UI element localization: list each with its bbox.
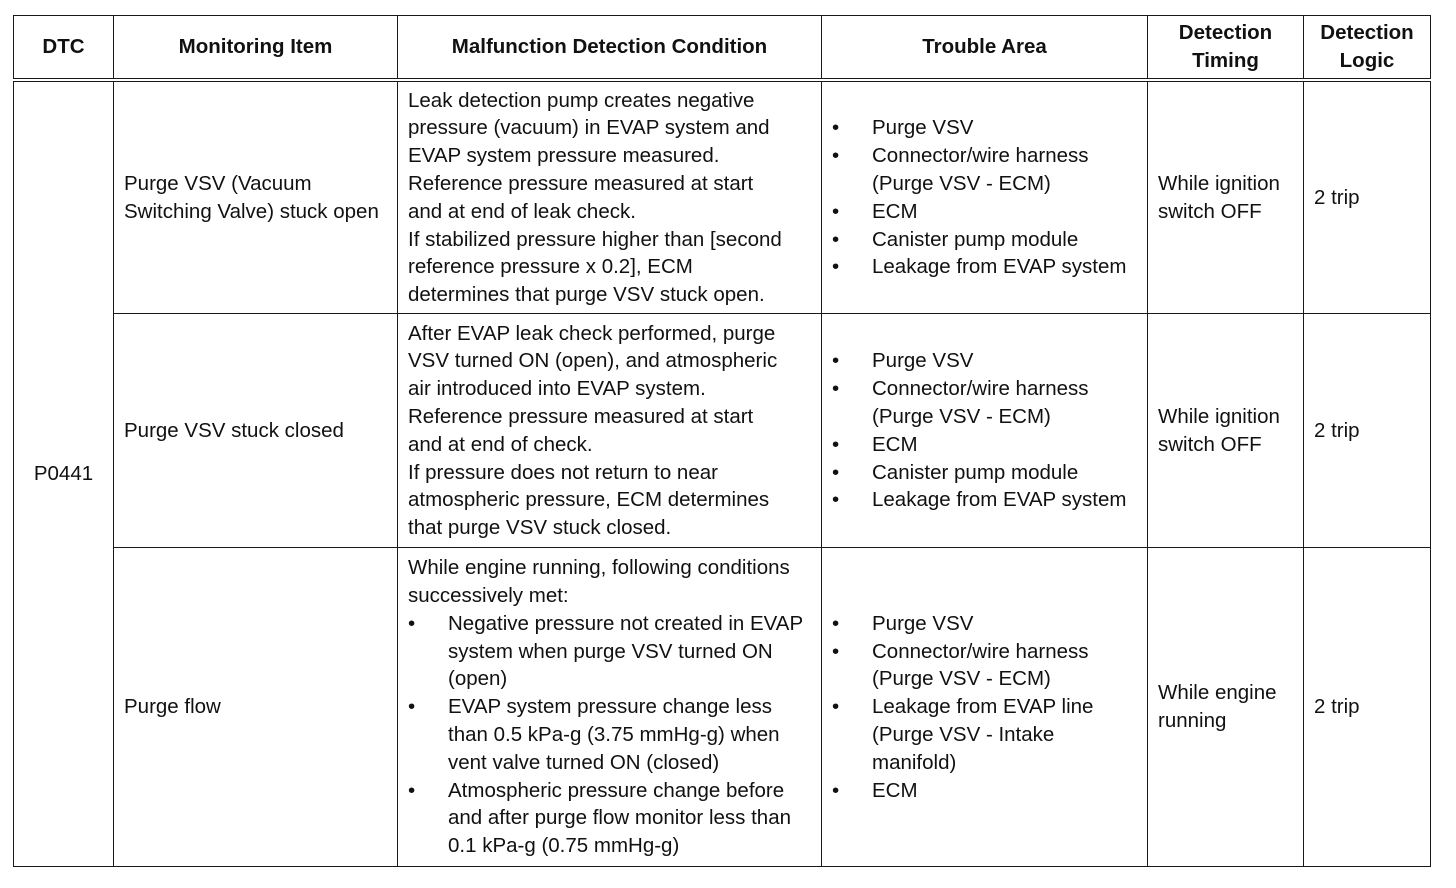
trouble-area-item: • Connector/wire harness (Purge VSV - ECM)	[832, 142, 1137, 198]
condition-line: After EVAP leak check performed, purge	[408, 321, 776, 345]
header-dtc: DTC	[14, 16, 114, 81]
trouble-area-item: • ECM	[832, 198, 1137, 226]
condition-item: • Negative pressure not created in EVAP system when purge VSV turned ON (open)	[408, 610, 811, 693]
condition-line: If pressure does not return to near	[408, 460, 718, 484]
detection-logic: 2 trip	[1304, 548, 1431, 867]
detection-logic: 2 trip	[1304, 314, 1431, 548]
header-logic-line2: Logic	[1339, 49, 1395, 72]
monitoring-item: Purge flow	[114, 548, 398, 867]
trouble-area-item: • Connector/wire harness (Purge VSV - ECM)	[832, 375, 1137, 431]
detection-condition	[398, 80, 822, 314]
dtc-code: P0441	[14, 80, 114, 867]
header-detection-logic	[1304, 16, 1431, 81]
condition-list	[408, 610, 811, 860]
trouble-area-item: • Purge VSV	[832, 114, 1137, 142]
trouble-area-list	[832, 610, 1137, 805]
header-timing-line2: Timing	[1192, 49, 1259, 72]
condition-line: reference pressure x 0.2], ECM	[408, 255, 693, 279]
condition-item: • Atmospheric pressure change before and after purge flow monitor less than 0.1 kPa-g (0.75 mmHg-g)	[408, 777, 811, 860]
condition-line: and at end of check.	[408, 432, 593, 456]
table-row	[14, 80, 1431, 314]
condition-line: If stabilized pressure higher than [second	[408, 227, 782, 251]
header-detection-timing	[1148, 16, 1304, 81]
trouble-area-item: • Purge VSV	[832, 610, 1137, 638]
trouble-area-item: • ECM	[832, 431, 1137, 459]
trouble-area	[822, 80, 1148, 314]
condition-line: determines that purge VSV stuck open.	[408, 283, 765, 307]
detection-condition	[398, 548, 822, 867]
trouble-area-item: • Leakage from EVAP system	[832, 253, 1137, 281]
monitoring-item: Purge VSV (Vacuum Switching Valve) stuck open	[114, 80, 398, 314]
condition-line: pressure (vacuum) in EVAP system and	[408, 116, 770, 140]
dtc-table	[13, 15, 1431, 867]
condition-line: Leak detection pump creates negative	[408, 88, 755, 112]
trouble-area-list	[832, 347, 1137, 514]
table-row	[14, 314, 1431, 548]
trouble-area-item: • Leakage from EVAP line (Purge VSV - Intake manifold)	[832, 693, 1137, 776]
condition-line: VSV turned ON (open), and atmospheric	[408, 349, 778, 373]
trouble-area-item: • Leakage from EVAP system	[832, 486, 1137, 514]
header-trouble-area: Trouble Area	[822, 16, 1148, 81]
trouble-area-item: • Canister pump module	[832, 459, 1137, 487]
detection-timing: While ignition switch OFF	[1148, 314, 1304, 548]
condition-line: that purge VSV stuck closed.	[408, 516, 672, 540]
trouble-area-item: • Connector/wire harness (Purge VSV - ECM)	[832, 638, 1137, 694]
trouble-area	[822, 548, 1148, 867]
condition-line: atmospheric pressure, ECM determines	[408, 488, 770, 512]
table-row	[14, 548, 1431, 867]
header-monitoring-item: Monitoring Item	[114, 16, 398, 81]
header-condition: Malfunction Detection Condition	[398, 16, 822, 81]
detection-timing: While engine running	[1148, 548, 1304, 867]
header-logic-line1: Detection	[1320, 21, 1414, 44]
condition-line: Reference pressure measured at start	[408, 171, 754, 195]
condition-line: and at end of leak check.	[408, 199, 636, 223]
condition-line: EVAP system pressure measured.	[408, 144, 720, 168]
condition-line: Reference pressure measured at start	[408, 405, 754, 429]
detection-logic: 2 trip	[1304, 80, 1431, 314]
trouble-area-list	[832, 114, 1137, 281]
trouble-area	[822, 314, 1148, 548]
monitoring-item: Purge VSV stuck closed	[114, 314, 398, 548]
header-row	[14, 16, 1431, 81]
detection-timing: While ignition switch OFF	[1148, 80, 1304, 314]
trouble-area-item: • Purge VSV	[832, 347, 1137, 375]
condition-intro: While engine running, following conditions successively met:	[408, 556, 790, 608]
trouble-area-item: • ECM	[832, 777, 1137, 805]
condition-item: • EVAP system pressure change less than 0.5 kPa-g (3.75 mmHg-g) when vent valve turned ON (closed)	[408, 693, 811, 776]
condition-line: air introduced into EVAP system.	[408, 377, 706, 401]
trouble-area-item: • Canister pump module	[832, 226, 1137, 254]
detection-condition	[398, 314, 822, 548]
header-timing-line1: Detection	[1178, 21, 1273, 44]
